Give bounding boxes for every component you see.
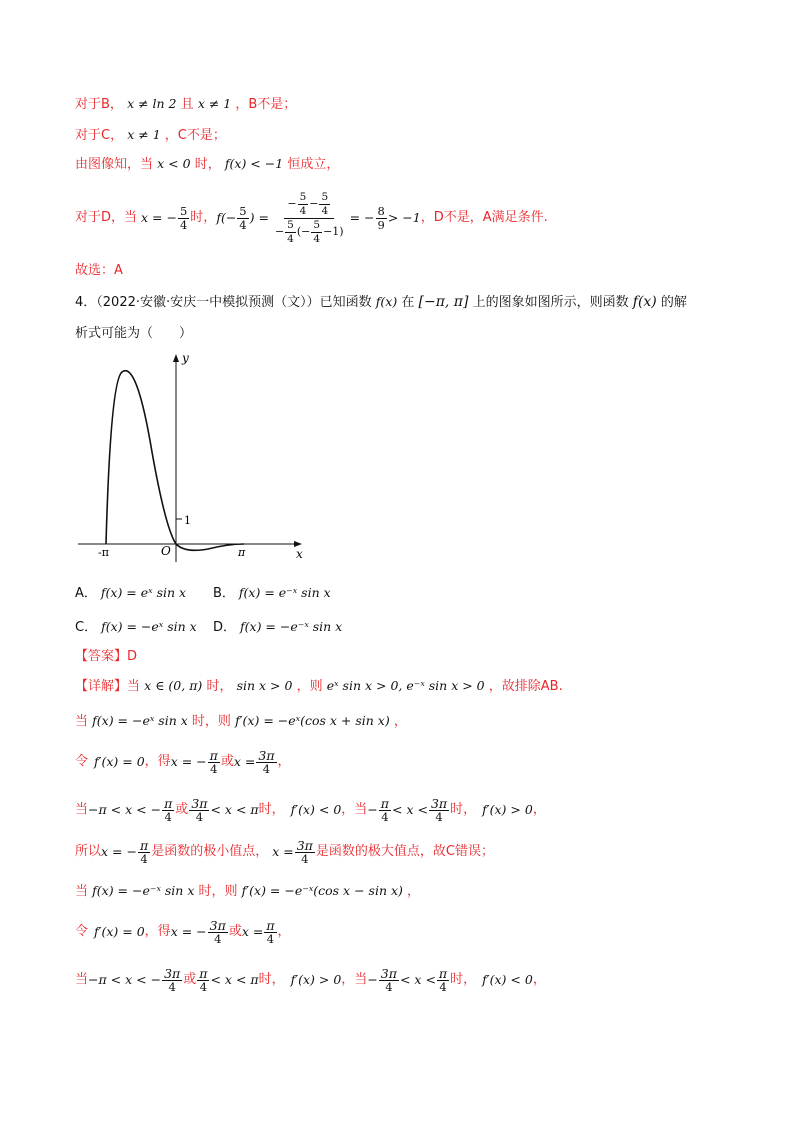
fraction (256, 749, 276, 776)
math-expr: x = (272, 844, 294, 859)
text: 令 (75, 924, 89, 939)
text: 恒成立， (287, 157, 340, 172)
text: 由图像知，当 (75, 157, 154, 172)
text: 且 (180, 97, 194, 112)
fraction (162, 967, 182, 994)
numerator: 5 (239, 203, 247, 218)
compound-numerator: − $\frac{5}{4}$ − $\frac{5}{4}$ (284, 191, 334, 219)
math-expr: < x < (392, 802, 428, 817)
text: 或 (183, 972, 197, 987)
text: ， (532, 972, 546, 987)
y-axis-arrow (173, 354, 179, 362)
denominator: 4 (439, 979, 447, 994)
math-expr: x = − (101, 844, 137, 859)
fraction (379, 797, 391, 824)
denominator: 4 (299, 204, 307, 217)
fraction (178, 205, 189, 232)
numerator: π (438, 965, 448, 981)
text: 时， (206, 679, 233, 694)
denominator: 4 (179, 217, 188, 232)
fraction (285, 219, 296, 246)
pi-label: π (238, 546, 246, 559)
math-expr: sin x > 0 (236, 678, 293, 693)
y-axis-label: y (182, 352, 189, 365)
detail-tag: 【详解】 (75, 679, 128, 694)
text: ，B不是； (235, 97, 297, 112)
fraction (208, 919, 228, 946)
fraction (208, 749, 220, 776)
denominator: 4 (140, 851, 148, 866)
math-expr: − (367, 972, 378, 987)
math-expr: f′(x) = 0 (94, 754, 145, 769)
solution-line-d (75, 188, 548, 248)
fraction (376, 205, 387, 232)
math-expr: f′(x) = 0 (94, 924, 145, 939)
question-line-2: 析式可能为（ ） (75, 326, 193, 341)
math-expr: −π < x < − (88, 972, 162, 987)
denominator: 4 (287, 232, 294, 245)
text: ， (277, 924, 291, 939)
option-a[interactable] (75, 582, 186, 601)
math-expr: f′(x) = −e⁻ˣ(cos x − sin x) (241, 883, 403, 898)
text: 当 (75, 972, 89, 987)
detail-line-8 (75, 960, 546, 1000)
option-label: C． (75, 620, 98, 635)
text: 时，则 (191, 714, 231, 729)
detail-line-3 (75, 742, 291, 782)
detail-line-5 (75, 832, 494, 872)
numerator: 3π (296, 837, 313, 853)
math-expr: x < 0 (157, 156, 191, 171)
math-expr: x = (241, 924, 264, 939)
text: 4．（2022·安徽·安庆一中模拟预测（文））已知函数 (75, 295, 372, 310)
numerator: 5 (287, 218, 294, 231)
text: 时， (450, 972, 477, 987)
denominator: 4 (164, 809, 172, 824)
numerator: π (209, 747, 218, 763)
option-expr: f(x) = e⁻ˣ sin x (238, 585, 331, 600)
numerator: 3π (164, 965, 181, 981)
text: 上的图象如图所示，则函数 (472, 295, 629, 310)
text: ，则 (296, 679, 323, 694)
math-expr: < x < (399, 972, 436, 987)
text: 令 (75, 754, 89, 769)
math-expr: x = − (141, 210, 177, 225)
denominator: 4 (381, 809, 389, 824)
text: 时， (190, 210, 217, 225)
denominator: 4 (385, 979, 393, 994)
option-expr: f(x) = −e⁻ˣ sin x (240, 619, 343, 634)
math-expr: x ≠ 1 (127, 127, 161, 142)
option-expr: f(x) = eˣ sin x (100, 585, 187, 600)
detail-line-1 (75, 677, 563, 696)
fraction (437, 967, 449, 994)
text: 或 (220, 754, 234, 769)
text: 当 (127, 679, 141, 694)
text: ，当 (341, 802, 368, 817)
math-expr: x = (233, 754, 256, 769)
math-expr: [−π, π] (418, 294, 469, 310)
answer-value: D (127, 649, 138, 664)
text: 时，则 (198, 884, 238, 899)
text: ， (393, 714, 407, 729)
denominator: 4 (313, 232, 321, 245)
math-expr: f(x) (375, 294, 398, 309)
text: 当 (75, 884, 89, 899)
denominator: 9 (377, 217, 385, 232)
math-expr: f′(x) = −eˣ(cos x + sin x) (235, 713, 390, 728)
text: 时， (258, 972, 285, 987)
detail-line-4 (75, 790, 546, 830)
math-expr: eˣ sin x > 0, e⁻ˣ sin x > 0 (326, 678, 485, 693)
neg-pi-label: -π (98, 546, 109, 559)
fraction (138, 839, 150, 866)
function-graph (70, 352, 320, 567)
x-axis-label: x (296, 547, 303, 561)
origin-label: O (161, 544, 171, 558)
text: ， (407, 884, 421, 899)
numerator: 3π (258, 747, 275, 763)
text: 是函数的极小值点， (151, 844, 269, 859)
denominator: 4 (199, 979, 208, 994)
fraction (237, 205, 248, 232)
math-expr: < x < π (210, 802, 259, 817)
math-expr: x ∈ (0, π) (144, 678, 203, 693)
math-expr: < x < π (210, 972, 259, 987)
denominator: 4 (301, 851, 309, 866)
fraction (189, 797, 209, 824)
answer-line (75, 648, 137, 666)
fraction (429, 797, 449, 824)
text: ， (532, 802, 546, 817)
denominator: 4 (214, 931, 222, 946)
text: 是函数的极大值点，故C错误； (315, 844, 494, 859)
math-expr: f′(x) > 0 (482, 802, 533, 817)
option-c[interactable] (75, 616, 197, 635)
question-line-1 (75, 293, 687, 312)
text: ，当 (341, 972, 368, 987)
numerator: 3π (209, 917, 226, 933)
solution-line-b (75, 95, 296, 114)
numerator: π (380, 795, 390, 811)
text: 在 (401, 295, 415, 310)
numerator: π (266, 917, 275, 933)
numerator: 5 (313, 218, 321, 231)
option-b[interactable] (213, 582, 331, 601)
fraction (298, 191, 309, 218)
denominator: 4 (168, 979, 176, 994)
text: ， (277, 754, 291, 769)
math-expr: f(x) = −e⁻ˣ sin x (92, 883, 195, 898)
compound-fraction (272, 191, 347, 246)
numerator: 5 (299, 190, 307, 203)
numerator: 3π (191, 795, 208, 811)
text: 时， (194, 157, 221, 172)
denominator: 4 (239, 217, 247, 232)
text: ，C不是； (164, 128, 226, 143)
choose-answer: 故选：A (75, 263, 123, 278)
text: ，得 (144, 754, 171, 769)
math-expr: x = − (170, 924, 207, 939)
option-label: D． (213, 620, 237, 635)
solution-line-c (75, 126, 226, 145)
math-expr: x ≠ ln 2 (127, 96, 177, 111)
text: 或 (228, 924, 242, 939)
denominator: 4 (195, 809, 204, 824)
math-expr: f(x) = −eˣ sin x (92, 713, 188, 728)
denominator: 4 (435, 809, 443, 824)
option-label: A． (75, 586, 97, 601)
math-expr: f′(x) > 0 (290, 972, 342, 987)
solution-line-graph (75, 155, 339, 174)
denominator: 4 (210, 761, 218, 776)
detail-line-2 (75, 712, 407, 731)
numerator: 5 (179, 203, 188, 218)
text: 所以 (75, 844, 102, 859)
numerator: π (164, 795, 173, 811)
math-expr: = − (349, 210, 375, 225)
numerator: 3π (430, 795, 448, 811)
math-expr: f(x) < −1 (224, 156, 284, 171)
numerator: 8 (377, 203, 385, 218)
math-expr: x ≠ 1 (197, 96, 232, 111)
fraction (311, 219, 322, 246)
text: 对于D，当 (75, 210, 138, 225)
math-expr: − (367, 802, 378, 817)
text: 对于B， (75, 97, 123, 112)
denominator: 4 (321, 204, 329, 217)
fraction (379, 967, 399, 994)
compound-denominator: − $\frac{5}{4}$ (− $\frac{5}{4}$ −1) (274, 218, 344, 245)
denominator: 4 (266, 931, 275, 946)
numerator: 5 (321, 190, 329, 203)
detail-line-7 (75, 912, 291, 952)
fraction (319, 191, 330, 218)
math-expr: f(x) (632, 294, 657, 310)
math-expr: −π < x < − (88, 802, 162, 817)
option-label: B． (213, 586, 235, 601)
math-expr: f′(x) < 0 (290, 802, 342, 817)
math-expr: ) = (249, 210, 269, 225)
function-curve (106, 371, 244, 551)
option-d[interactable] (213, 616, 342, 635)
text: ，故排除AB. (488, 679, 563, 694)
one-label: 1 (184, 514, 191, 527)
fraction (162, 797, 174, 824)
text: ，D不是，A满足条件. (420, 210, 548, 225)
numerator: 3π (380, 965, 397, 981)
fraction (197, 967, 209, 994)
text: 当 (75, 802, 89, 817)
text: ，得 (144, 924, 171, 939)
math-expr: f(− (216, 210, 237, 225)
text: 当 (75, 714, 89, 729)
math-expr: > −1 (387, 210, 421, 225)
text: 或 (175, 802, 189, 817)
text: 的解 (660, 295, 687, 310)
math-expr: f′(x) < 0 (482, 972, 533, 987)
numerator: π (139, 837, 149, 853)
option-expr: f(x) = −eˣ sin x (101, 619, 197, 634)
fraction (295, 839, 315, 866)
text: 时， (258, 802, 285, 817)
text: 时， (450, 802, 477, 817)
answer-tag: 【答案】 (75, 649, 128, 664)
detail-line-6 (75, 882, 420, 901)
fraction (264, 919, 276, 946)
numerator: π (199, 965, 208, 981)
denominator: 4 (262, 761, 271, 776)
math-expr: x = − (170, 754, 207, 769)
text: 对于C， (75, 128, 124, 143)
